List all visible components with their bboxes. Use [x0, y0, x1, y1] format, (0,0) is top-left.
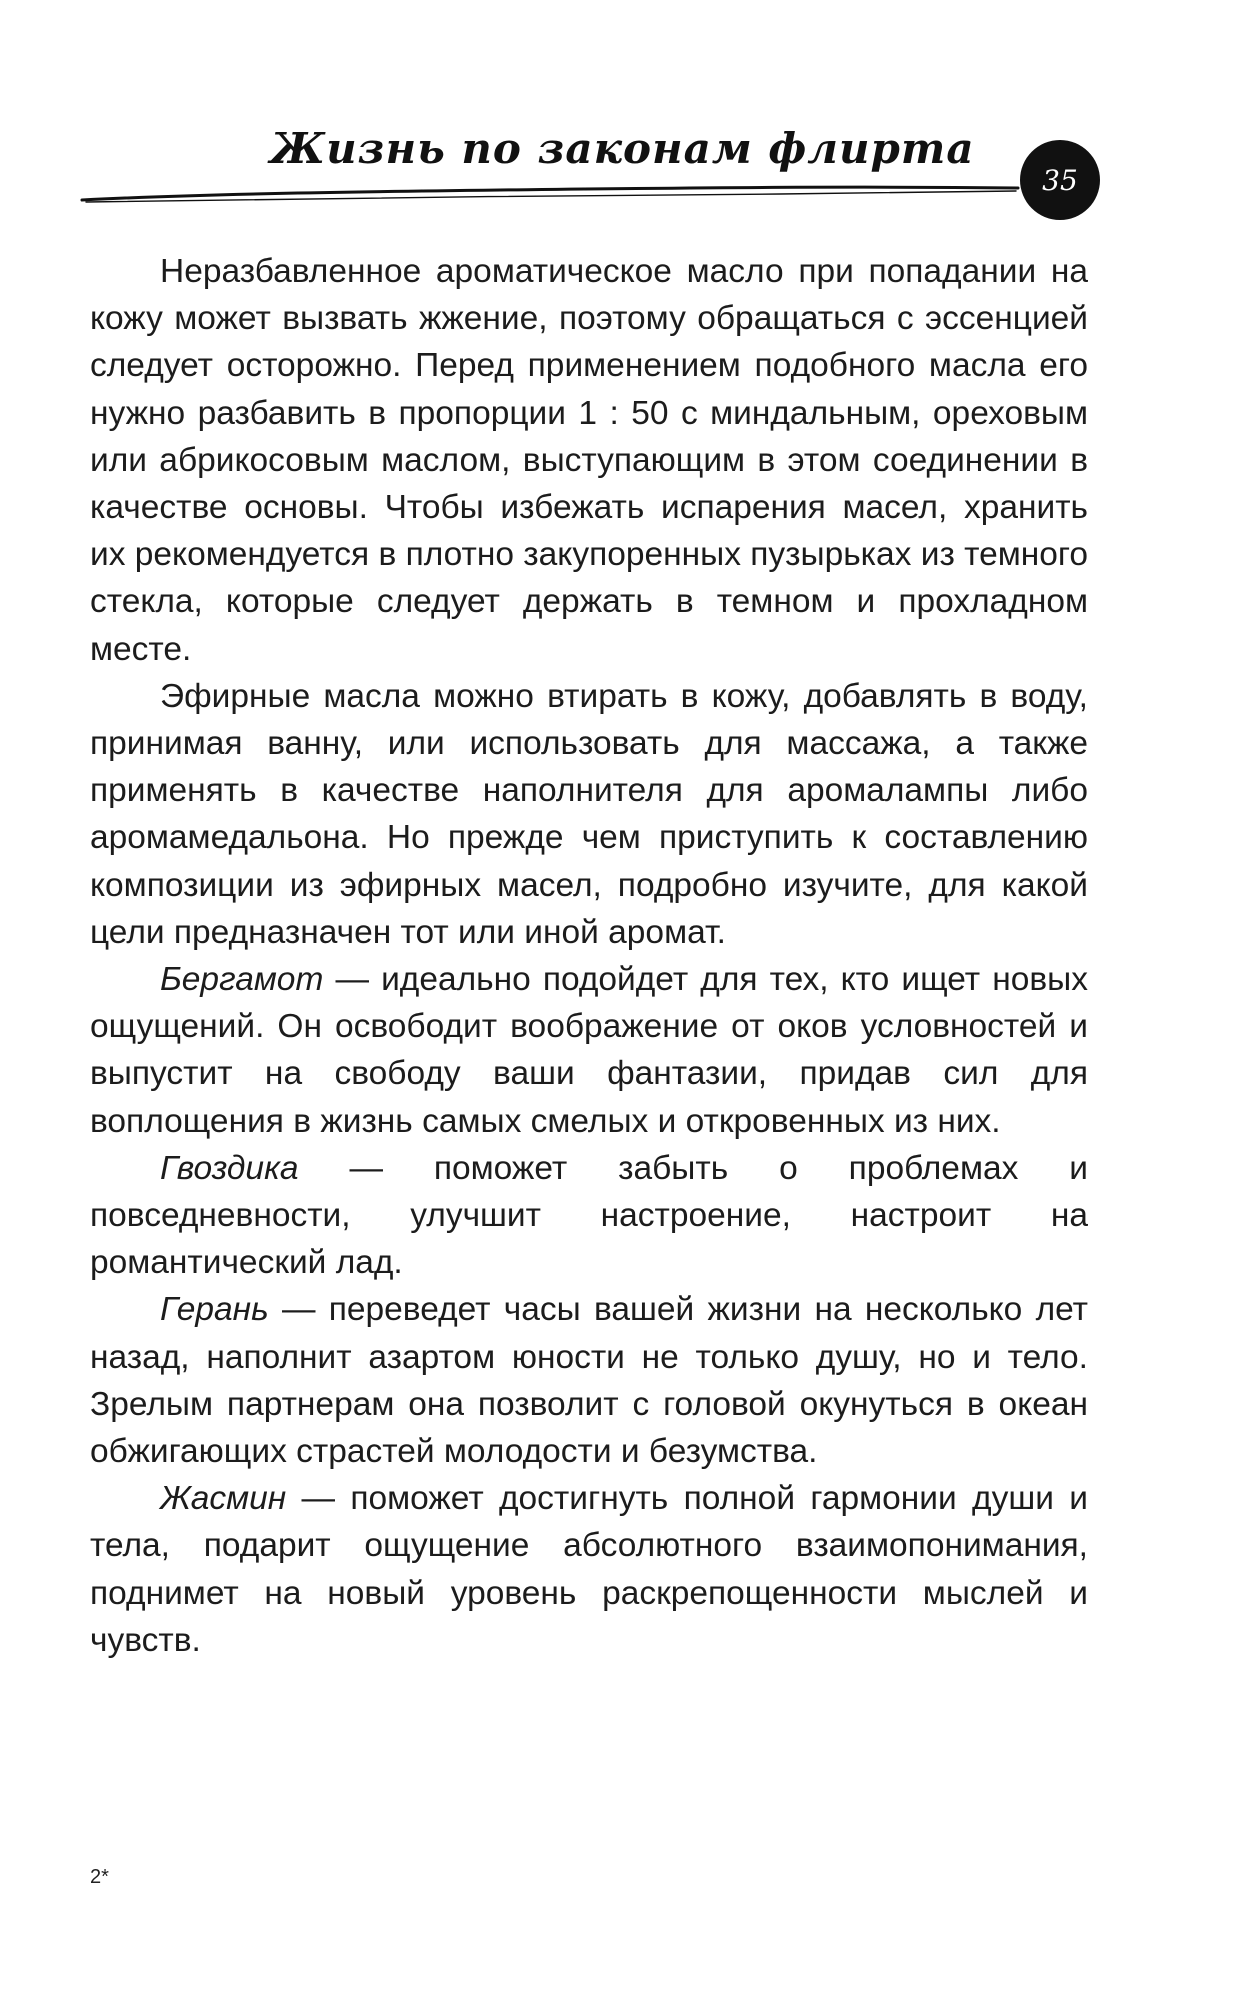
aroma-term: Герань [160, 1291, 269, 1329]
paragraph-text: — переведет часы вашей жизни на несколько лет назад, наполнит азартом юности не только душу, но и тело. Зрелым партнерам она позволит с головой окунуться в океан обжигающих страстей молодости и безумства. [90, 1291, 1088, 1471]
paragraph-text: Эфирные масла можно втирать в кожу, добавлять в воду, принимая ванну, или использовать для массажа, а также применять в качестве наполнителя для аромалампы либо аромамедальона. Но прежде чем приступить к составлению композиции из эфирных масел, подробно изучите, для какой цели предназначен тот или иной аромат. [90, 677, 1088, 951]
aroma-term: Бергамот [160, 961, 324, 999]
paragraph [90, 1475, 1088, 1664]
paragraph-text: — поможет забыть о проблемах и повседневности, улучшит настроение, настроит на романтический лад. [90, 1149, 1088, 1282]
header-rule [80, 172, 1020, 212]
paragraph [90, 1145, 1088, 1287]
running-title: Жизнь по законам флирта [270, 124, 975, 173]
aroma-term: Жасмин [160, 1480, 287, 1518]
paragraph-text: — поможет достигнуть полной гармонии души и тела, подарит ощущение абсолютного взаимопонимания, поднимет на новый уровень раскрепощенности мыслей и чувств. [90, 1480, 1088, 1659]
printer-signature: 2* [90, 1866, 109, 1888]
paragraph [90, 248, 1088, 673]
paragraph [90, 673, 1088, 956]
paragraph [90, 956, 1088, 1145]
aroma-term: Гвоздика [160, 1149, 299, 1187]
paragraph-text: Неразбавленное ароматическое масло при попадании на кожу может вызвать жжение, поэтому обращаться с эссенцией следует осторожно. Перед применением подобного масла его нужно разбавить в пропорции 1 : 50 с миндальным, ореховым или абрикосовым маслом, выступающим в этом соединении в качестве основы. Чтобы избежать испарения масел, хранить их рекомендуется в плотно закупоренных пузырьках из темного стекла, которые следует держать в темном и прохладном месте. [90, 253, 1088, 668]
paragraph-text: — идеально подойдет для тех, кто ищет новых ощущений. Он освободит воображение от оков условностей и выпустит на свободу ваши фантазии, придав сил для воплощения в жизнь самых смелых и откровенных из них. [90, 961, 1088, 1140]
body-text [90, 248, 1088, 1664]
page-number-badge: 35 [1020, 140, 1100, 220]
page-header [80, 110, 1100, 220]
paragraph [90, 1286, 1088, 1475]
